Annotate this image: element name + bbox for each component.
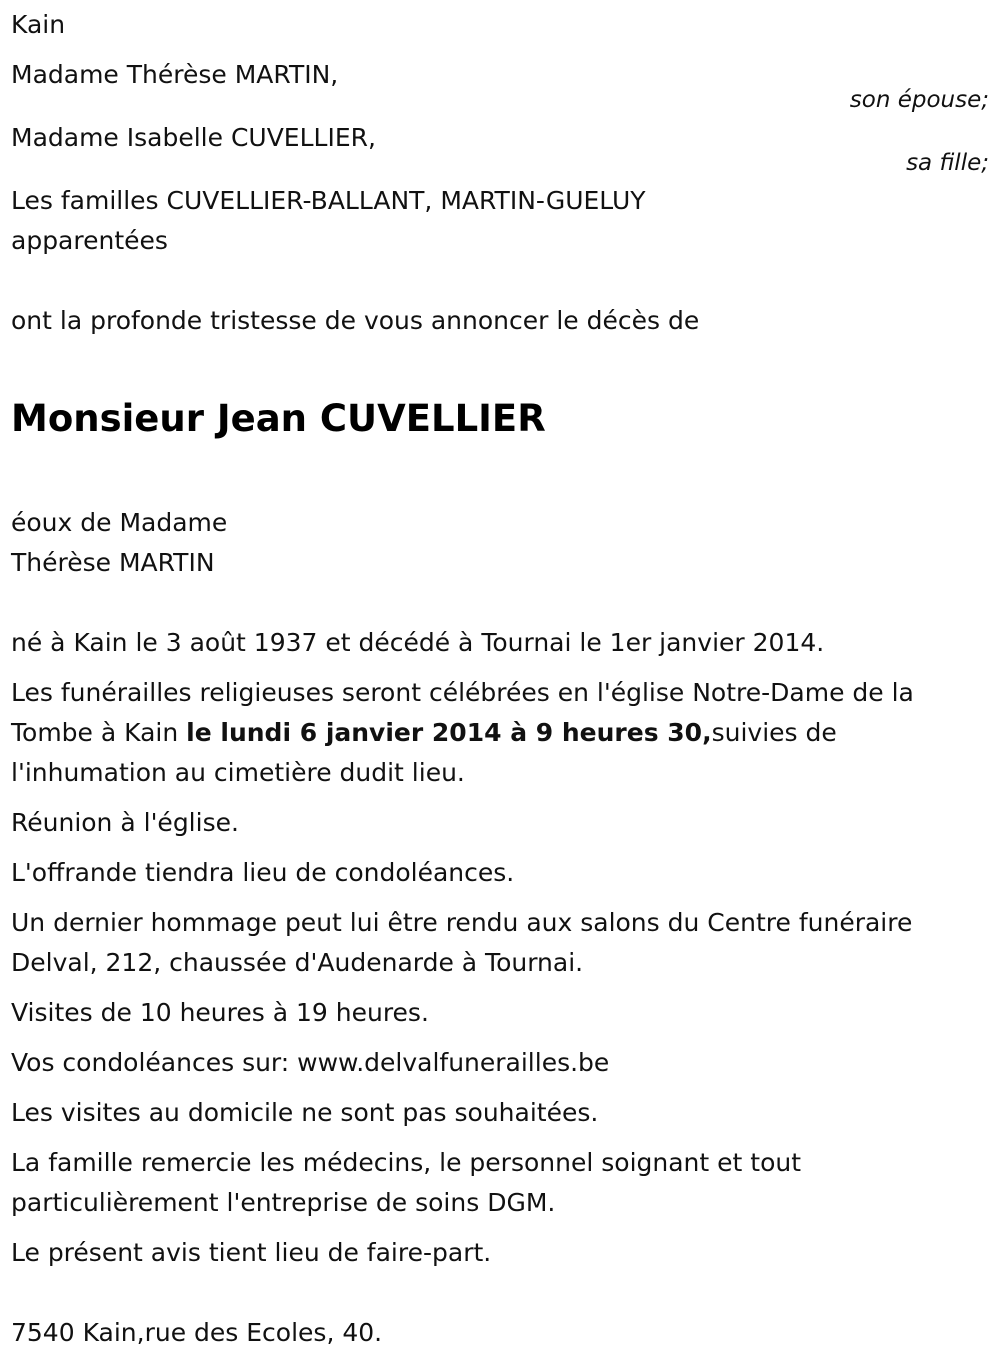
announcement-text: ont la profonde tristesse de vous annoncer le décès de bbox=[11, 306, 700, 335]
thanks-line-2: particulièrement l'entreprise de soins DGM. bbox=[11, 1188, 556, 1217]
families-line-1: Les familles CUVELLIER-BALLANT, MARTIN-GUELUY bbox=[11, 186, 646, 215]
home-visits-note: Les visites au domicile ne sont pas souhaitées. bbox=[11, 1098, 599, 1127]
condolences-note: Vos condoléances sur: www.delvalfunerailles.be bbox=[11, 1048, 610, 1077]
spouse-name: Madame Thérèse MARTIN, bbox=[11, 60, 339, 89]
meeting-note: Réunion à l'église. bbox=[11, 808, 239, 837]
spouse-role: son épouse; bbox=[849, 87, 989, 113]
notice-note: Le présent avis tient lieu de faire-part. bbox=[11, 1238, 492, 1267]
visits-note: Visites de 10 heures à 19 heures. bbox=[11, 998, 429, 1027]
funeral-line-2-start: Tombe à Kain bbox=[11, 718, 187, 747]
families-list bbox=[11, 181, 989, 261]
thanks-line-1: La famille remercie les médecins, le personnel soignant et tout bbox=[11, 1148, 802, 1177]
spouse-relation bbox=[11, 503, 989, 583]
obituary-notice bbox=[11, 5, 989, 1353]
tribute-line-1: Un dernier hommage peut lui être rendu aux salons du Centre funéraire bbox=[11, 908, 913, 937]
funeral-details bbox=[11, 673, 989, 793]
funeral-line-2 bbox=[11, 713, 989, 753]
tribute-note bbox=[11, 903, 989, 983]
spouse-relation-line-2: Thérèse MARTIN bbox=[11, 548, 215, 577]
place-heading: Kain bbox=[11, 10, 66, 39]
address: 7540 Kain,rue des Ecoles, 40. bbox=[11, 1318, 383, 1347]
funeral-line-1: Les funérailles religieuses seront célébrées en l'église Notre-Dame de la bbox=[11, 678, 914, 707]
funeral-line-3: l'inhumation au cimetière dudit lieu. bbox=[11, 758, 465, 787]
tribute-line-2: Delval, 212, chaussée d'Audenarde à Tournai. bbox=[11, 948, 584, 977]
daughter-role: sa fille; bbox=[906, 150, 989, 176]
funeral-line-2-end: suivies de bbox=[711, 718, 837, 747]
birth-death-dates: né à Kain le 3 août 1937 et décédé à Tournai le 1er janvier 2014. bbox=[11, 628, 825, 657]
families-line-2: apparentées bbox=[11, 226, 168, 255]
offering-note: L'offrande tiendra lieu de condoléances. bbox=[11, 858, 515, 887]
spouse-relation-line-1: éoux de Madame bbox=[11, 508, 228, 537]
daughter-name: Madame Isabelle CUVELLIER, bbox=[11, 123, 376, 152]
deceased-name: Monsieur Jean CUVELLIER bbox=[11, 397, 546, 440]
funeral-date-time: le lundi 6 janvier 2014 à 9 heures 30, bbox=[186, 718, 712, 747]
thanks-note bbox=[11, 1143, 989, 1223]
